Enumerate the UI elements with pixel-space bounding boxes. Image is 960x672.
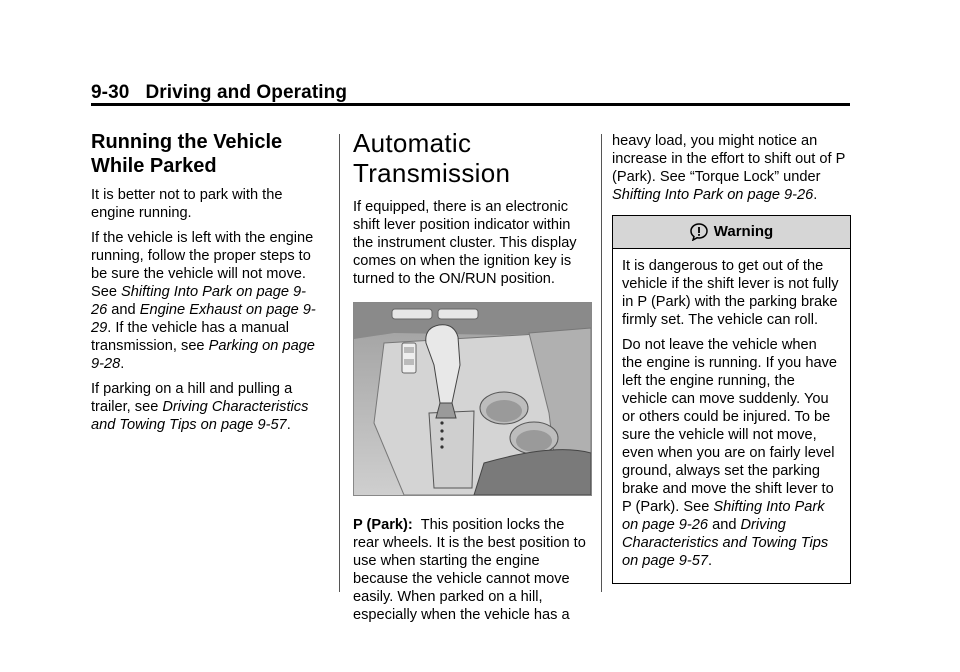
paragraph-text: and [712,517,737,533]
warning-paragraph: It is dangerous to get out of the vehicle if the shift lever is not fully in P (Park) with the parking brake firmly set. The vehicle can roll. [622,258,839,328]
paragraph-text: This position locks the rear wheels. It is the best position to use when starting the engine because the vehicle cannot move easily. When parked on a hill, especially when the vehicle has a [353,517,586,623]
console-drawing [354,303,591,495]
warning-box [612,215,851,584]
cross-reference[interactable]: Driving Characteristics and Towing Tips on page 9-57 [91,399,309,433]
cross-reference[interactable]: Shifting Into Park on page 9-26 [612,187,814,203]
paragraph: If equipped, there is an electronic shift lever position indicator within the instrument cluster. This display comes on when the ignition key is turned to the ON/RUN position. [353,199,577,287]
column-1 [91,128,321,441]
paragraph-text: heavy load, you might notice an increase in the effort to shift out of P (Park). See “Torque Lock” under [612,133,846,185]
cross-reference[interactable]: Shifting Into Park on page 9-26 [91,284,307,318]
paragraph: If the vehicle is left with the engine running, follow the proper steps to be sure the vehicle will not move. See Shifting Into Park on page 9-26 and Engine Exhaust on page 9-29. If the vehicle has a manual transmission, see Parking on page 9-28. [91,230,316,372]
column-divider [601,134,602,592]
cross-reference[interactable]: Parking on page 9-28 [91,338,315,372]
cross-reference[interactable]: Driving Characteristics and Towing Tips on page 9-57 [622,517,829,569]
paragraph-text: If the vehicle is left with the engine running, follow the proper steps to be sure the vehicle will not move. See [91,230,314,300]
section-heading: Automatic Transmission [353,128,511,188]
warning-body [613,249,850,583]
paragraph-text: . If the vehicle has a manual transmission, see [91,320,289,354]
page-number: 9-30 [91,82,130,103]
column-divider [339,134,340,592]
paragraph-text: and [111,302,136,318]
warning-paragraph: Do not leave the vehicle when the engine is running. If you have left the engine running, the vehicle can move suddenly. You or others could be injured. To be sure the vehicle will not move, even when you are on fairly level ground, always set the parking brake and move the shift lever to P (Park). See Shifting Into Park on page 9-26 and Driving Characteristics and Towing Tips on page 9-57. [622,337,838,569]
chapter-title: Driving and Operating [145,82,348,103]
page-header [91,82,347,104]
header-rule [91,103,850,106]
park-label: P (Park): [353,517,413,533]
column-2 [353,128,593,631]
cross-reference[interactable]: Shifting Into Park on page 9-26 [622,499,825,533]
shift-lever-illustration [353,302,592,496]
paragraph-text: Do not leave the vehicle when the engine is running. If you have left the engine running, the vehicle can move suddenly. You or others could be injured. To be sure the vehicle will not move, even when you are on fairly level ground, always set the parking brake and move the shift lever to P (Park). See [622,337,838,515]
paragraph-text: If parking on a hill and pulling a trailer, see [91,381,293,415]
column-3 [612,132,852,584]
warning-icon [690,223,708,241]
paragraph [353,516,593,624]
warning-title: Warning [713,223,774,240]
section-heading: Running the Vehicle While Parked [91,131,283,177]
paragraph: heavy load, you might notice an increase in the effort to shift out of P (Park). See “Torque Lock” under Shifting Into Park on page 9-26. [612,133,846,203]
paragraph: If parking on a hill and pulling a trailer, see Driving Characteristics and Towing Tips on page 9-57. [91,381,309,433]
paragraph: It is better not to park with the engine running. [91,187,283,221]
cross-reference[interactable]: Engine Exhaust on page 9-29 [91,302,316,336]
warning-header [613,216,850,249]
